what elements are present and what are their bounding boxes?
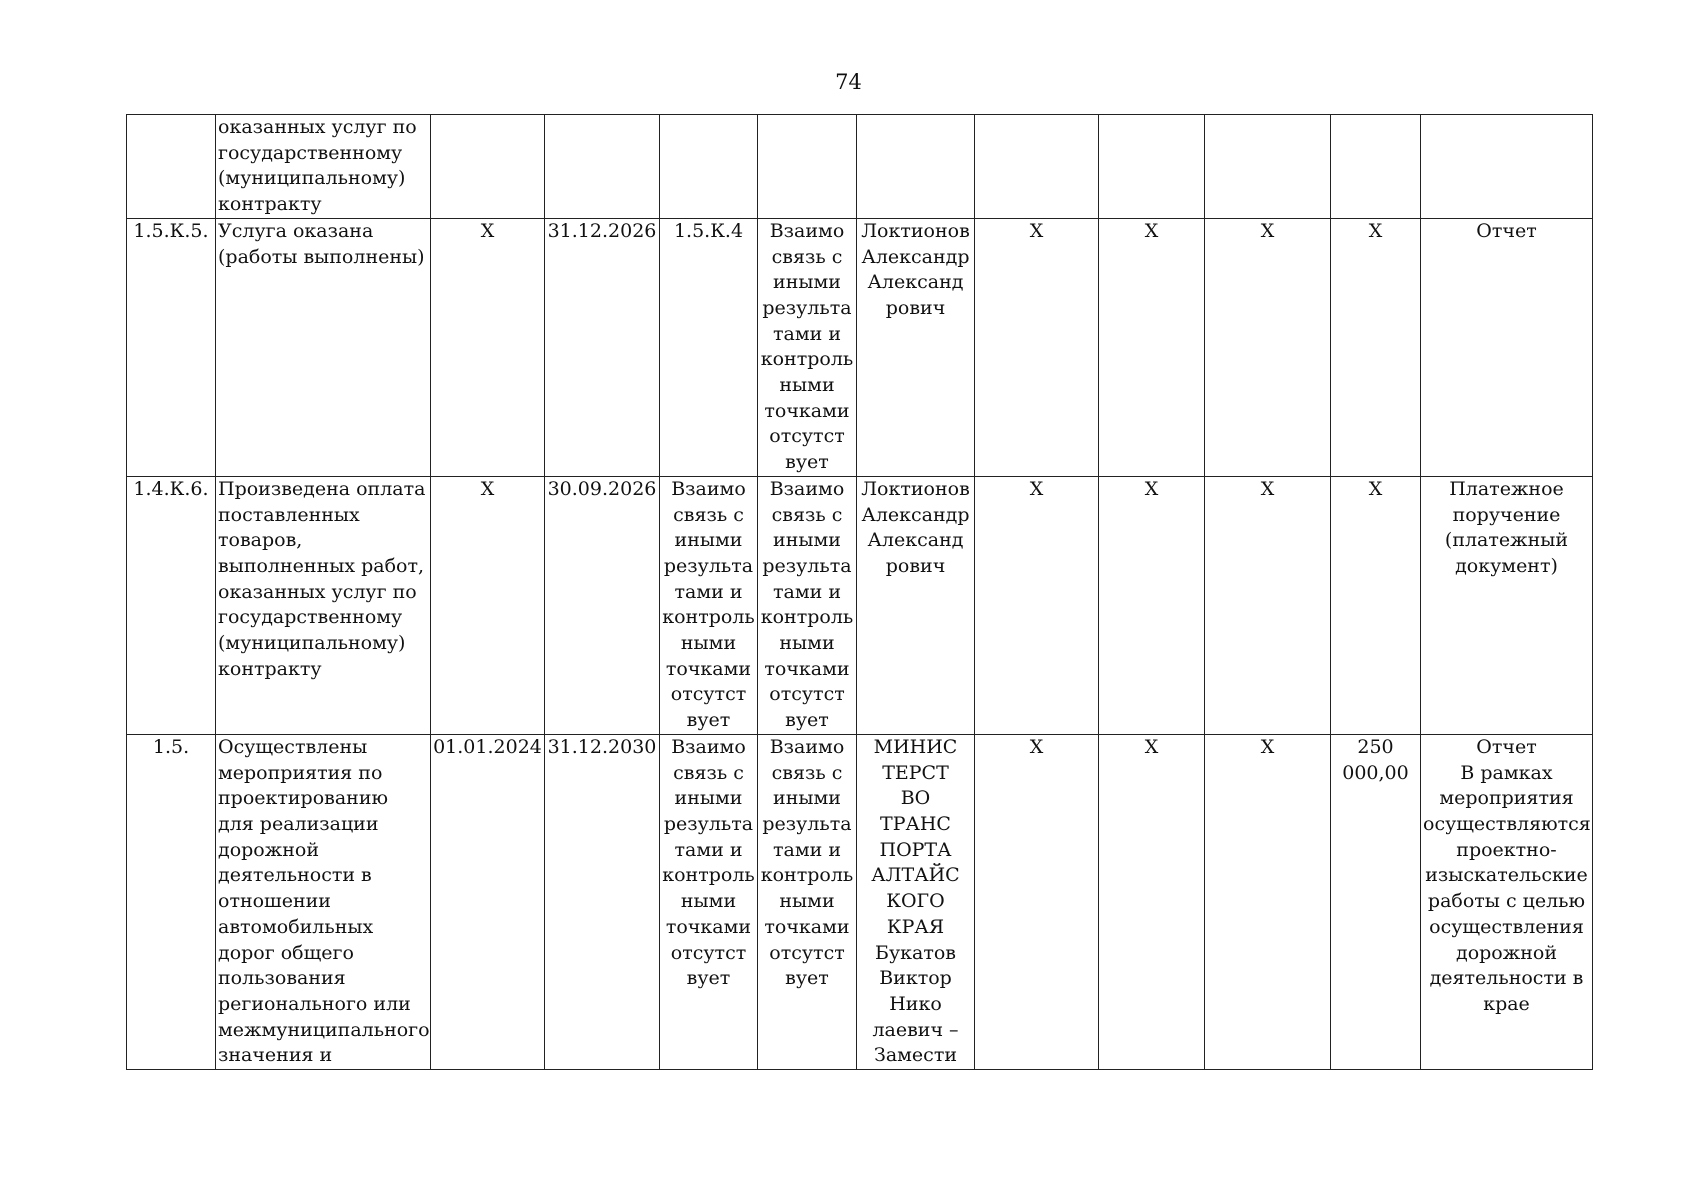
row-start-date: 01.01.2024 [431,734,545,1069]
row-col-3 [1205,115,1331,219]
row-code: 1.5.К.5. [127,218,216,476]
row-end-date: 30.09.2026 [545,476,660,734]
row-col-4: X [1331,218,1421,476]
row-document [1421,115,1593,219]
row-predecessor [660,115,758,219]
row-col-2: X [1099,734,1205,1069]
row-col-4 [1331,115,1421,219]
row-col-3: X [1205,734,1331,1069]
row-code: 1.4.К.6. [127,476,216,734]
row-name: Произведена оплата поставленных товаров, выполненных работ, оказанных услуг по государственному (муниципальному) контракту [216,476,431,734]
table-row [127,115,1593,219]
row-col-3: X [1205,218,1331,476]
row-col-2 [1099,115,1205,219]
row-relation: Взаимо связь с иными результа тами и контроль ными точками отсутст вует [758,734,857,1069]
row-responsible: Локтионов Александр Александ рович [857,476,975,734]
page-number: 74 [835,70,862,94]
row-name: Осуществлены мероприятия по проектированию для реализации дорожной деятельности в отношении автомобильных дорог общего пользования регионального или межмуниципального значения и [216,734,431,1069]
row-start-date [431,115,545,219]
row-col-4: 250 000,00 [1331,734,1421,1069]
row-relation: Взаимо связь с иными результа тами и контроль ными точками отсутст вует [758,218,857,476]
table-row [127,476,1593,734]
row-col-3: X [1205,476,1331,734]
row-start-date: X [431,218,545,476]
row-responsible: Локтионов Александр Александ рович [857,218,975,476]
row-end-date: 31.12.2030 [545,734,660,1069]
row-relation [758,115,857,219]
row-end-date [545,115,660,219]
row-col-2: X [1099,218,1205,476]
row-predecessor: Взаимо связь с иными результа тами и контроль ными точками отсутст вует [660,476,758,734]
row-start-date: X [431,476,545,734]
row-code: 1.5. [127,734,216,1069]
row-predecessor: 1.5.К.4 [660,218,758,476]
table-row [127,218,1593,476]
row-responsible: МИНИС ТЕРСТ ВО ТРАНС ПОРТА АЛТАЙС КОГО КРАЯ Букатов Виктор Нико лаевич – Замести [857,734,975,1069]
row-document: Отчет В рамках мероприятия осуществляются проектно- изыскательские работы с целью осуществления дорожной деятельности в крае [1421,734,1593,1069]
row-col-1: X [975,476,1099,734]
row-responsible [857,115,975,219]
row-document: Отчет [1421,218,1593,476]
row-end-date: 31.12.2026 [545,218,660,476]
row-relation: Взаимо связь с иными результа тами и контроль ными точками отсутст вует [758,476,857,734]
row-code [127,115,216,219]
row-document: Платежное поручение (платежный документ) [1421,476,1593,734]
row-predecessor: Взаимо связь с иными результа тами и контроль ными точками отсутст вует [660,734,758,1069]
row-col-1 [975,115,1099,219]
row-name: Услуга оказана (работы выполнены) [216,218,431,476]
row-col-1: X [975,734,1099,1069]
row-col-1: X [975,218,1099,476]
row-name: оказанных услуг по государственному (муниципальному) контракту [216,115,431,219]
row-col-2: X [1099,476,1205,734]
results-table [126,114,1593,1070]
row-col-4: X [1331,476,1421,734]
table-row [127,734,1593,1069]
